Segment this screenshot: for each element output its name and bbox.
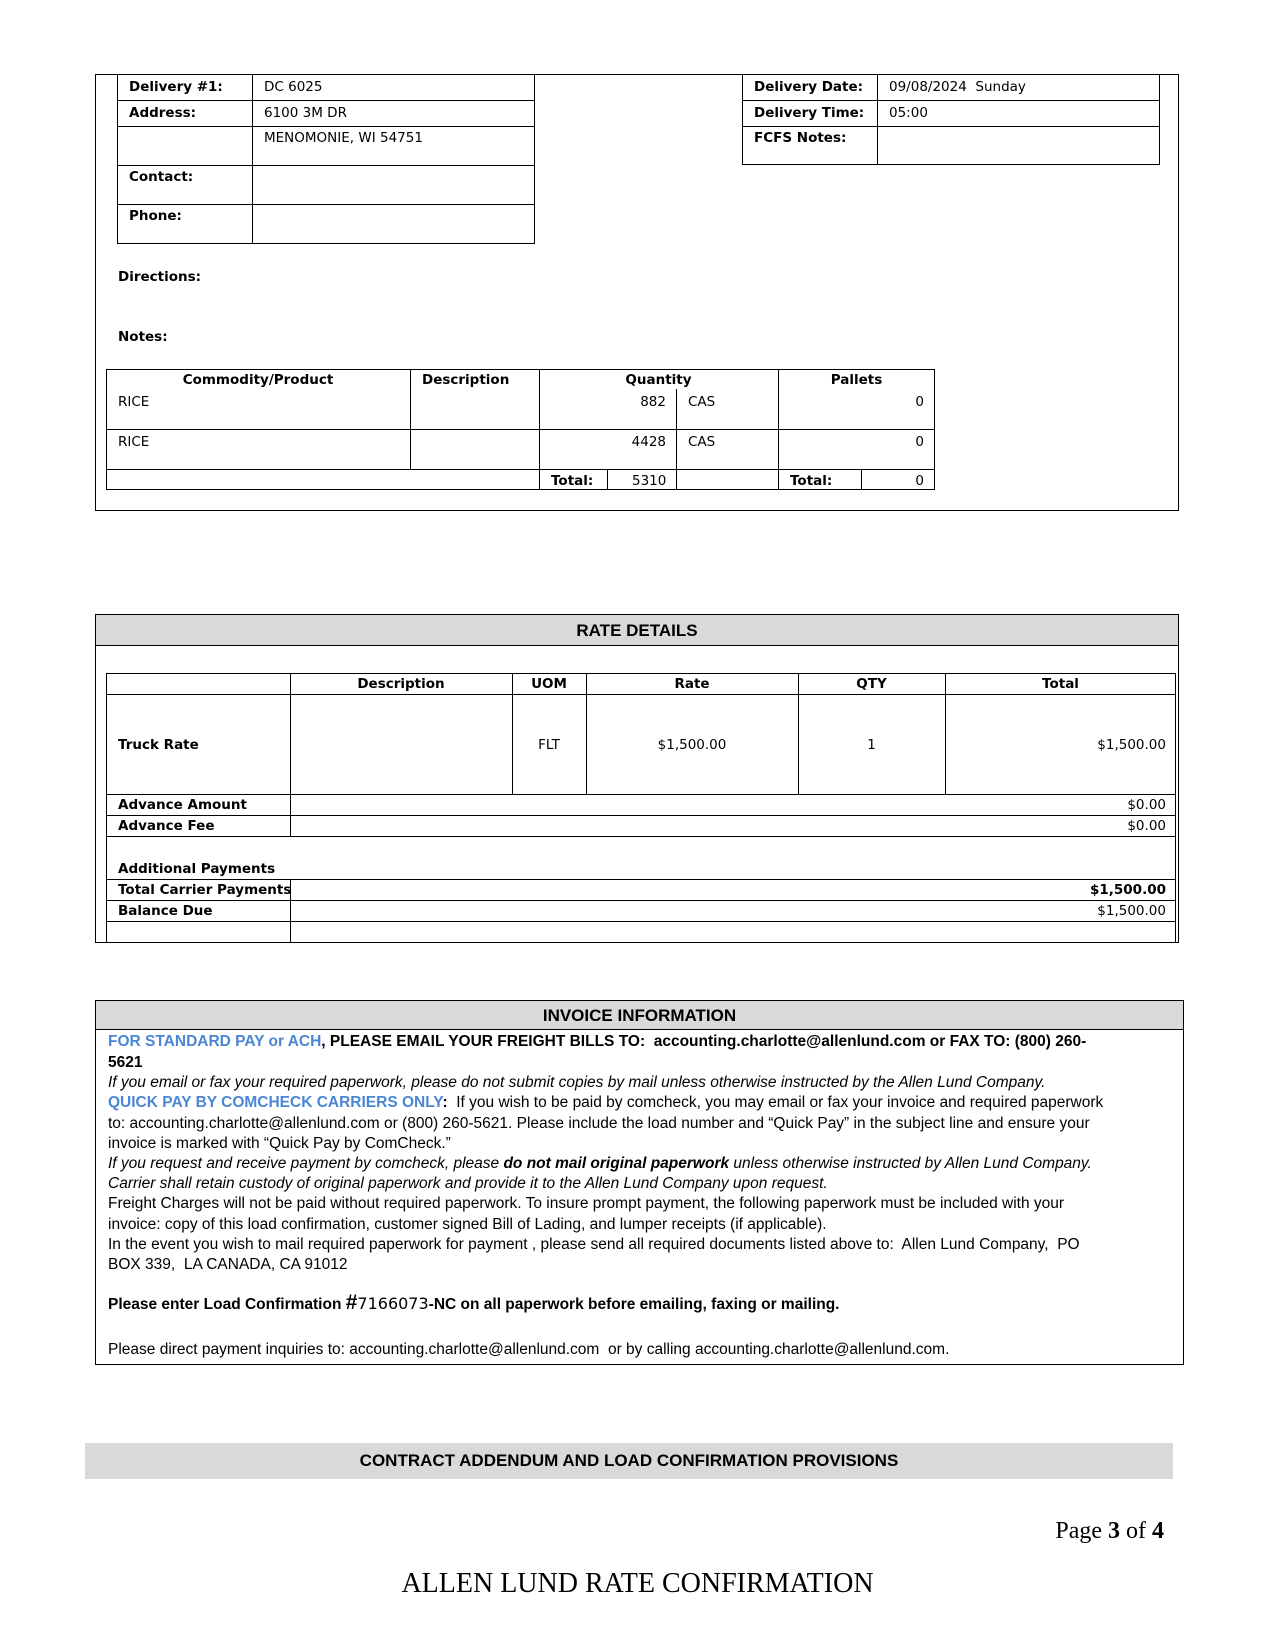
invoice-quick-pay-line3: invoice is marked with “Quick Pay by ComCheck.” — [108, 1135, 451, 1152]
quick-pay-instructions: If you wish to be paid by comcheck, you may email or fax your invoice and required paperwork — [447, 1094, 1104, 1111]
delivery-time-label: Delivery Time: — [754, 105, 865, 121]
invoice-mail-address-line2: BOX 339, LA CANADA, CA 91012 — [108, 1256, 348, 1273]
do-not-mail-emphasis: do not mail original paperwork — [503, 1155, 730, 1172]
address-line2: MENOMONIE, WI 54751 — [264, 130, 423, 146]
rate-header-description: Description — [357, 676, 445, 692]
additional-payments-label: Additional Payments — [118, 861, 276, 877]
delivery-number-value: DC 6025 — [264, 79, 323, 95]
document-footer-title: ALLEN LUND RATE CONFIRMATION — [401, 1568, 874, 1599]
page-total: 4 — [1152, 1518, 1164, 1544]
invoice-line-standard-pay — [108, 1032, 1086, 1053]
invoice-fax-continuation: 5621 — [108, 1054, 143, 1071]
invoice-comcheck-note: If you request and receive payment by comcheck, please do not mail original paperwork unless otherwise instructed by Allen Lund Company. — [108, 1155, 1092, 1172]
truck-rate-total: $1,500.00 — [1097, 737, 1166, 753]
invoice-mail-address-line1: In the event you wish to mail required paperwork for payment , please send all required documents listed above to: Allen Lund Company, PO — [108, 1236, 1080, 1253]
address-label: Address: — [129, 105, 197, 121]
commodity-header-product: Commodity/Product — [182, 372, 334, 388]
commodity-header-quantity: Quantity — [625, 372, 692, 388]
advance-amount-label: Advance Amount — [118, 797, 247, 813]
commodity-total-label: Total: — [551, 473, 594, 489]
standard-pay-instructions: , PLEASE EMAIL YOUR FREIGHT BILLS TO: accounting.charlotte@allenlund.com or FAX TO: (800) 260- — [321, 1033, 1087, 1050]
invoice-custody-note: Carrier shall retain custody of original paperwork and provide it to the Allen Lund Company upon request. — [108, 1175, 828, 1192]
rate-header-total: Total — [1042, 676, 1079, 692]
page-number: Page 3 of 4 — [1055, 1518, 1164, 1544]
commodity-row2-pallets: 0 — [915, 434, 924, 450]
truck-rate-qty: 1 — [867, 737, 876, 753]
commodity-row1-unit: CAS — [688, 394, 716, 410]
advance-fee-value: $0.00 — [1127, 818, 1166, 834]
page-current: 3 — [1108, 1518, 1120, 1544]
commodity-total-qty: 5310 — [632, 473, 667, 489]
contract-addendum-title: CONTRACT ADDENDUM AND LOAD CONFIRMATION PROVISIONS — [85, 1443, 1173, 1479]
phone-label: Phone: — [129, 208, 182, 224]
delivery-number-label: Delivery #1: — [129, 79, 223, 95]
directions-label: Directions: — [118, 269, 202, 285]
invoice-line-quick-pay: QUICK PAY BY COMCHECK CARRIERS ONLY: If you wish to be paid by comcheck, you may email or fax your invoice and required paperwork — [108, 1094, 1104, 1111]
standard-pay-label: FOR STANDARD PAY or ACH — [108, 1033, 322, 1050]
address-line1: 6100 3M DR — [264, 105, 347, 121]
commodity-row1-pallets: 0 — [915, 394, 924, 410]
commodity-row2-unit: CAS — [688, 434, 716, 450]
truck-rate-rate: $1,500.00 — [657, 737, 727, 753]
delivery-date-label: Delivery Date: — [754, 79, 864, 95]
quick-pay-label: QUICK PAY BY COMCHECK CARRIERS ONLY — [108, 1094, 443, 1111]
fcfs-notes-label: FCFS Notes: — [754, 130, 847, 146]
invoice-paperwork-line1: Freight Charges will not be paid without required paperwork. To insure prompt payment, the following paperwork must be included with your — [108, 1195, 1065, 1212]
rate-header-qty: QTY — [856, 676, 887, 692]
total-carrier-payments-label: Total Carrier Payments — [118, 882, 292, 898]
balance-due-label: Balance Due — [118, 903, 213, 919]
truck-rate-uom: FLT — [538, 737, 560, 753]
notes-label: Notes: — [118, 329, 168, 345]
invoice-paperwork-line2: invoice: copy of this load confirmation, customer signed Bill of Lading, and lumper receipts (if applicable). — [108, 1216, 827, 1233]
load-confirmation-number: 7166073 — [357, 1294, 429, 1313]
payment-inquiries-note: Please direct payment inquiries to: accounting.charlotte@allenlund.com or by calling accounting.charlotte@allenlund.com. — [108, 1341, 950, 1358]
rate-header-uom: UOM — [531, 676, 567, 692]
rate-details-title: RATE DETAILS — [96, 615, 1178, 646]
delivery-date-value: 09/08/2024 Sunday — [889, 79, 1026, 95]
advance-fee-label: Advance Fee — [118, 818, 215, 834]
commodity-row1-qty: 882 — [640, 394, 666, 410]
invoice-no-mail-note: If you email or fax your required paperwork, please do not submit copies by mail unless otherwise instructed by the Allen Lund Company. — [108, 1074, 1046, 1091]
contact-label: Contact: — [129, 169, 194, 185]
truck-rate-label: Truck Rate — [118, 737, 199, 753]
commodity-row2-product: RICE — [118, 434, 150, 450]
load-confirmation-instruction: Please enter Load Confirmation #7166073-NC on all paperwork before emailing, faxing or mailing. — [108, 1291, 840, 1314]
balance-due-value: $1,500.00 — [1097, 903, 1166, 919]
delivery-time-value: 05:00 — [889, 105, 928, 121]
invoice-information-title: INVOICE INFORMATION — [96, 1001, 1183, 1030]
advance-amount-value: $0.00 — [1127, 797, 1166, 813]
commodity-row1-product: RICE — [118, 394, 150, 410]
commodity-header-pallets: Pallets — [830, 372, 883, 388]
rate-header-rate: Rate — [674, 676, 710, 692]
pallets-total-label: Total: — [790, 473, 833, 489]
commodity-row2-qty: 4428 — [631, 434, 666, 450]
invoice-quick-pay-line2: to: accounting.charlotte@allenlund.com or (800) 260-5621. Please include the load number and “Quick Pay” in the subject line and ensure your — [108, 1115, 1090, 1132]
total-carrier-payments-value: $1,500.00 — [1089, 882, 1166, 898]
pallets-total-value: 0 — [915, 473, 924, 489]
commodity-header-description: Description — [422, 372, 510, 388]
rate-table-gap-mask — [290, 837, 292, 879]
